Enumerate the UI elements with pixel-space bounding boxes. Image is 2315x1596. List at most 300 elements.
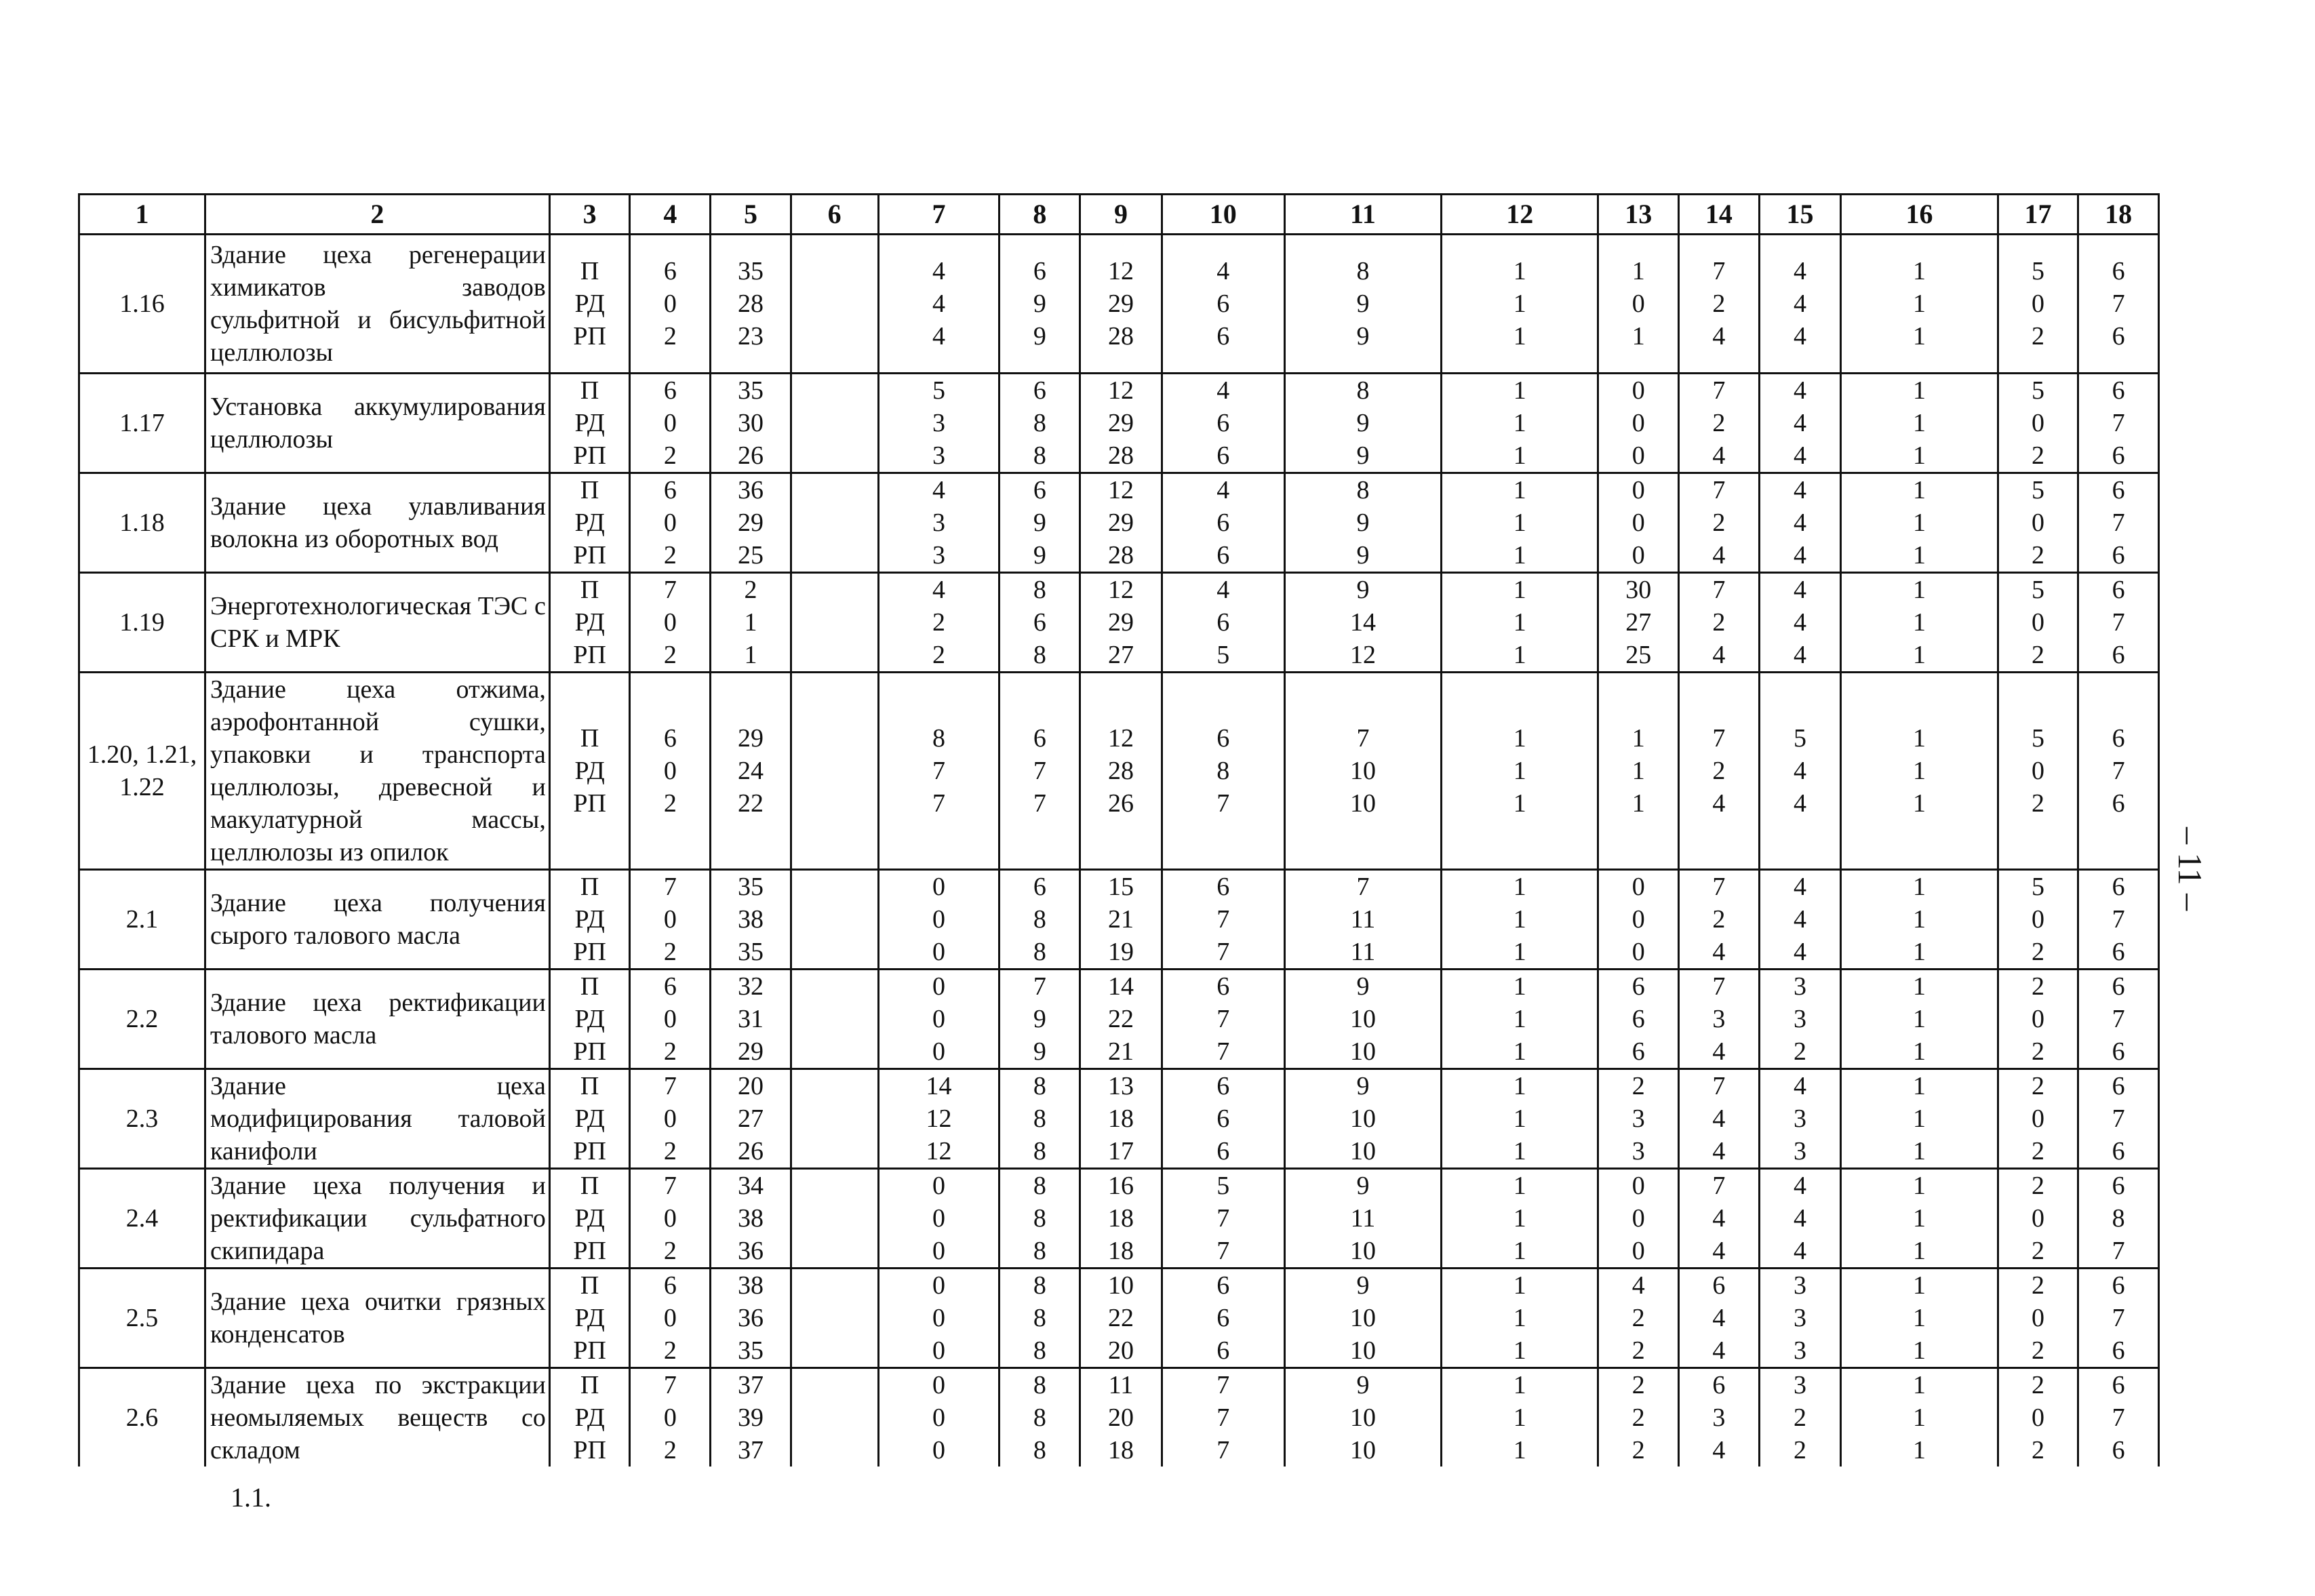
- value: 0: [663, 1005, 677, 1033]
- value: 38: [737, 905, 764, 934]
- value-cell-c5: [711, 374, 791, 473]
- value: 0: [663, 1104, 677, 1133]
- value: 4: [1794, 1072, 1806, 1100]
- row-code: 2.1: [79, 870, 205, 970]
- value: 1: [1513, 905, 1526, 934]
- row-name: Здание цеха регенерации химикатов заводов сульфитной и бисульфитной целлюлозы: [205, 235, 550, 374]
- value: [792, 787, 877, 820]
- value-cell-c4: [630, 673, 711, 870]
- value: 8: [1033, 905, 1046, 934]
- value: [792, 407, 877, 439]
- value: 6: [2112, 322, 2125, 351]
- value: 9: [1033, 322, 1046, 351]
- value: 0: [663, 409, 677, 437]
- value-cell-c18: [2078, 1069, 2159, 1169]
- value-cell-c14: [1679, 1368, 1760, 1467]
- row-code: 2.5: [79, 1269, 205, 1368]
- value-cell-c11: [1284, 374, 1441, 473]
- value: 9: [1356, 322, 1370, 351]
- value: 3: [1712, 1005, 1726, 1033]
- value-cell-c13: [1598, 870, 1679, 970]
- value: 18: [1107, 1237, 1134, 1265]
- value: 4: [1794, 290, 1806, 318]
- value: 4: [932, 290, 945, 318]
- value-cell-c13: [1598, 473, 1679, 573]
- value-cell-c15: [1759, 970, 1841, 1069]
- row-name: Здание цеха отжима, аэрофонтанной сушки, упаковки и транспорта целлюлозы, древесной и макулатурной массы, целлюлозы из опилок: [205, 673, 550, 870]
- value: 7: [2112, 905, 2125, 934]
- value-cell-c17: [1998, 1169, 2078, 1269]
- value: 6: [1216, 1304, 1230, 1332]
- row-type-stack: [549, 673, 630, 870]
- value: 9: [1033, 290, 1046, 318]
- value: 6: [2112, 476, 2125, 504]
- value-cell-c13: [1598, 673, 1679, 870]
- value: 29: [1107, 290, 1134, 318]
- value: 4: [1794, 508, 1806, 537]
- column-header: 5: [711, 195, 791, 235]
- row-name: Здание цеха по экстракции неомыляемых веществ со складом: [205, 1368, 550, 1467]
- value: 1: [1912, 441, 1926, 470]
- value-cell-c8: [1000, 573, 1080, 673]
- value: 11: [1108, 1371, 1134, 1399]
- value-cell-c11: [1284, 1169, 1441, 1269]
- value-cell-c8: [1000, 473, 1080, 573]
- value: 9: [1033, 508, 1046, 537]
- value: 6: [663, 257, 677, 285]
- value: 8: [1033, 1336, 1046, 1365]
- value-cell-c8: [1000, 235, 1080, 374]
- table-row: [79, 673, 2159, 870]
- value-cell-c13: [1598, 374, 1679, 473]
- value: 1: [1513, 789, 1526, 818]
- value: 12: [1107, 376, 1134, 405]
- value-cell-c17: [1998, 1269, 2078, 1368]
- value: 7: [2112, 290, 2125, 318]
- value: 0: [1631, 508, 1645, 537]
- value: 2: [744, 576, 757, 604]
- value-cell-c15: [1759, 473, 1841, 573]
- value-cell-c8: [1000, 870, 1080, 970]
- value: 0: [663, 608, 677, 637]
- stage-type: РД: [574, 757, 605, 785]
- value: 7: [1033, 972, 1046, 1001]
- value: 20: [737, 1072, 764, 1100]
- value-cell-c10: [1162, 473, 1284, 573]
- value: 0: [932, 1336, 945, 1365]
- value: 1: [1912, 757, 1926, 785]
- value: 6: [1033, 476, 1046, 504]
- value-cell-c12: [1442, 970, 1598, 1069]
- value: [792, 871, 877, 903]
- value: 9: [1356, 290, 1370, 318]
- value: [792, 1070, 877, 1102]
- value: 1: [1912, 724, 1926, 753]
- value: 3: [1794, 1271, 1806, 1300]
- value: 1: [1513, 938, 1526, 966]
- value-cell-c7: [878, 235, 1000, 374]
- value: 10: [1349, 1436, 1376, 1464]
- value: 5: [2031, 476, 2044, 504]
- value: 2: [1712, 290, 1726, 318]
- value-cell-c18: [2078, 1269, 2159, 1368]
- value: 29: [1107, 409, 1134, 437]
- value: 4: [1794, 873, 1806, 901]
- value-cell-c16: [1841, 1169, 1998, 1269]
- value: 4: [1712, 1237, 1726, 1265]
- value-cell-c14: [1679, 1069, 1760, 1169]
- value: 18: [1107, 1436, 1134, 1464]
- value-cell-c15: [1759, 1269, 1841, 1368]
- value: 20: [1107, 1336, 1134, 1365]
- page-number: – 11 –: [2171, 827, 2209, 911]
- value-cell-c4: [630, 1269, 711, 1368]
- value: 1: [1912, 608, 1926, 637]
- value: 6: [1216, 441, 1230, 470]
- value: 6: [1216, 1336, 1230, 1365]
- value: 26: [737, 441, 764, 470]
- stage-type: РД: [574, 1104, 605, 1133]
- value: 3: [932, 508, 945, 537]
- value: [792, 722, 877, 755]
- value: 6: [1033, 724, 1046, 753]
- stage-type: РД: [574, 409, 605, 437]
- row-type-stack: [549, 235, 630, 374]
- value-cell-c13: [1598, 1169, 1679, 1269]
- value-cell-c15: [1759, 374, 1841, 473]
- value: 2: [663, 789, 677, 818]
- value-cell-c10: [1162, 235, 1284, 374]
- value: 10: [1349, 1403, 1376, 1432]
- value: 4: [1794, 608, 1806, 637]
- value: 4: [932, 322, 945, 351]
- value: 1: [1513, 1436, 1526, 1464]
- row-name: Здание цеха ректификации талового масла: [205, 970, 550, 1069]
- table-row: [79, 970, 2159, 1069]
- value: 4: [1712, 1037, 1726, 1066]
- value: [792, 1135, 877, 1168]
- value-cell-c5: [711, 870, 791, 970]
- stage-type: П: [580, 972, 599, 1001]
- value-cell-c6: [791, 573, 878, 673]
- row-code: 2.3: [79, 1069, 205, 1169]
- value: 21: [1107, 905, 1134, 934]
- value-cell-c12: [1442, 1069, 1598, 1169]
- table-row: [79, 1169, 2159, 1269]
- value: 4: [1631, 1271, 1645, 1300]
- value: 0: [2031, 1204, 2044, 1233]
- value-cell-c16: [1841, 573, 1998, 673]
- value: 6: [2112, 541, 2125, 570]
- value-cell-c18: [2078, 870, 2159, 970]
- value: 12: [1107, 257, 1134, 285]
- value: 6: [1216, 1271, 1230, 1300]
- value: 1: [1513, 576, 1526, 604]
- value: 7: [1216, 1037, 1230, 1066]
- value-cell-c13: [1598, 1368, 1679, 1467]
- value: 0: [932, 1304, 945, 1332]
- value: 1: [1513, 1137, 1526, 1165]
- value: 7: [2112, 1104, 2125, 1133]
- value: 34: [737, 1172, 764, 1200]
- value: [792, 1102, 877, 1135]
- value: 2: [663, 938, 677, 966]
- value: [792, 1269, 877, 1302]
- column-header: 2: [205, 195, 550, 235]
- table-row: [79, 573, 2159, 673]
- stage-type: РП: [573, 789, 606, 818]
- value-cell-c8: [1000, 673, 1080, 870]
- value-cell-c17: [1998, 673, 2078, 870]
- value-cell-c7: [878, 1269, 1000, 1368]
- value: 6: [1216, 724, 1230, 753]
- value: 7: [1033, 789, 1046, 818]
- value: 0: [663, 1204, 677, 1233]
- value: 2: [2031, 441, 2044, 470]
- column-header: 12: [1442, 195, 1598, 235]
- value-cell-c4: [630, 1069, 711, 1169]
- value: 1: [1912, 1137, 1926, 1165]
- value: 7: [1216, 938, 1230, 966]
- value: 2: [1712, 409, 1726, 437]
- value: 3: [932, 541, 945, 570]
- value: 2: [2031, 972, 2044, 1001]
- value: 9: [1356, 541, 1370, 570]
- value-cell-c8: [1000, 374, 1080, 473]
- value: 1: [1912, 1403, 1926, 1432]
- value: 2: [2031, 1237, 2044, 1265]
- row-type-stack: [549, 1368, 630, 1467]
- value: 7: [1216, 1371, 1230, 1399]
- value-cell-c14: [1679, 1269, 1760, 1368]
- value: 1: [1912, 641, 1926, 669]
- value: 8: [1216, 757, 1230, 785]
- value: 1: [1912, 1104, 1926, 1133]
- value-cell-c4: [630, 374, 711, 473]
- value: 29: [1107, 508, 1134, 537]
- value: 2: [1794, 1436, 1806, 1464]
- value: 7: [1712, 1172, 1726, 1200]
- value: [792, 1170, 877, 1202]
- value: 8: [1033, 1104, 1046, 1133]
- value-cell-c4: [630, 970, 711, 1069]
- stage-type: РП: [573, 1436, 606, 1464]
- value: 0: [1631, 409, 1645, 437]
- value: 0: [663, 1403, 677, 1432]
- value: 1: [1513, 1304, 1526, 1332]
- column-header: 1: [79, 195, 205, 235]
- value: 4: [1794, 938, 1806, 966]
- value: 6: [1216, 508, 1230, 537]
- table-body: [79, 235, 2159, 1467]
- table-row: [79, 1368, 2159, 1467]
- value: 1: [1631, 322, 1645, 351]
- value: 7: [1216, 1403, 1230, 1432]
- value: 15: [1107, 873, 1134, 901]
- value: 1: [1513, 1104, 1526, 1133]
- value: 6: [1712, 1371, 1726, 1399]
- value: 12: [1107, 724, 1134, 753]
- value: 6: [1033, 257, 1046, 285]
- value: 4: [1794, 257, 1806, 285]
- value-cell-c12: [1442, 870, 1598, 970]
- stage-type: П: [580, 1072, 599, 1100]
- stage-type: РП: [573, 1237, 606, 1265]
- value: 1: [1513, 1271, 1526, 1300]
- value: 6: [1216, 409, 1230, 437]
- value: 4: [1794, 1204, 1806, 1233]
- value: 36: [737, 476, 764, 504]
- value-cell-c5: [711, 673, 791, 870]
- value: 6: [2112, 641, 2125, 669]
- value: 7: [2112, 608, 2125, 637]
- value-cell-c12: [1442, 573, 1598, 673]
- value: 0: [2031, 508, 2044, 537]
- value: [792, 374, 877, 407]
- value-cell-c6: [791, 235, 878, 374]
- value: 2: [2031, 1436, 2044, 1464]
- row-type-stack: [549, 870, 630, 970]
- stage-type: РП: [573, 1137, 606, 1165]
- value-cell-c9: [1080, 473, 1162, 573]
- value-cell-c6: [791, 473, 878, 573]
- value: 1: [1912, 1436, 1926, 1464]
- value: 0: [2031, 409, 2044, 437]
- value: 7: [1356, 873, 1370, 901]
- value: 4: [1794, 409, 1806, 437]
- value-cell-c12: [1442, 1169, 1598, 1269]
- stage-type: П: [580, 873, 599, 901]
- value: 6: [2112, 376, 2125, 405]
- value-cell-c7: [878, 374, 1000, 473]
- value-cell-c13: [1598, 1269, 1679, 1368]
- value: 3: [1631, 1104, 1645, 1133]
- value: 8: [1033, 1237, 1046, 1265]
- column-header: 17: [1998, 195, 2078, 235]
- row-name: Здание цеха улавливания волокна из оборотных вод: [205, 473, 550, 573]
- stage-type: РД: [574, 905, 605, 934]
- value-cell-c5: [711, 1169, 791, 1269]
- value: 2: [663, 1436, 677, 1464]
- value-cell-c16: [1841, 1368, 1998, 1467]
- value-cell-c8: [1000, 1269, 1080, 1368]
- value: 32: [737, 972, 764, 1001]
- value: 28: [1107, 441, 1134, 470]
- value: 3: [1794, 1304, 1806, 1332]
- value: 7: [932, 789, 945, 818]
- value-cell-c18: [2078, 1169, 2159, 1269]
- value: 1: [1912, 1336, 1926, 1365]
- value: 0: [2031, 757, 2044, 785]
- value: 8: [1356, 376, 1370, 405]
- value-cell-c5: [711, 573, 791, 673]
- value: 27: [737, 1104, 764, 1133]
- value: 6: [1216, 322, 1230, 351]
- column-header: 11: [1284, 195, 1441, 235]
- value: 14: [1349, 608, 1376, 637]
- value: 8: [1033, 1304, 1046, 1332]
- stage-type: РД: [574, 1304, 605, 1332]
- value-cell-c8: [1000, 1069, 1080, 1169]
- value: 9: [1033, 541, 1046, 570]
- value-cell-c16: [1841, 473, 1998, 573]
- value: 11: [1350, 905, 1376, 934]
- value: 1: [1513, 972, 1526, 1001]
- column-header: 14: [1679, 195, 1760, 235]
- row-type-stack: [549, 573, 630, 673]
- value-cell-c13: [1598, 970, 1679, 1069]
- value: 2: [2031, 1371, 2044, 1399]
- value-cell-c17: [1998, 1368, 2078, 1467]
- value-cell-c11: [1284, 870, 1441, 970]
- value: 4: [932, 476, 945, 504]
- value: 24: [737, 757, 764, 785]
- value: 7: [1712, 972, 1726, 1001]
- value: 6: [1631, 1005, 1645, 1033]
- value-cell-c16: [1841, 374, 1998, 473]
- value: 26: [737, 1137, 764, 1165]
- value: 6: [2112, 441, 2125, 470]
- value-cell-c14: [1679, 235, 1760, 374]
- value: 4: [1794, 322, 1806, 351]
- value: 6: [1631, 1037, 1645, 1066]
- value: 6: [2112, 1037, 2125, 1066]
- value: 3: [1712, 1403, 1726, 1432]
- value: 2: [2031, 1137, 2044, 1165]
- value-cell-c6: [791, 673, 878, 870]
- value: 7: [2112, 1304, 2125, 1332]
- norms-table-container: [78, 193, 2160, 1467]
- value: 23: [737, 322, 764, 351]
- stage-type: РД: [574, 1204, 605, 1233]
- value: 8: [1033, 1172, 1046, 1200]
- stage-type: РД: [574, 608, 605, 637]
- value: 0: [932, 972, 945, 1001]
- value-cell-c12: [1442, 1368, 1598, 1467]
- value: 8: [1356, 257, 1370, 285]
- row-type-stack: [549, 970, 630, 1069]
- value-cell-c7: [878, 673, 1000, 870]
- value: 2: [932, 608, 945, 637]
- value: 31: [737, 1005, 764, 1033]
- value-cell-c13: [1598, 1069, 1679, 1169]
- stage-type: РП: [573, 322, 606, 351]
- value: 7: [1712, 1072, 1726, 1100]
- value: 5: [2031, 576, 2044, 604]
- value: 7: [663, 1072, 677, 1100]
- value: 1: [1912, 1005, 1926, 1033]
- value: 8: [1033, 1403, 1046, 1432]
- stage-type: П: [580, 376, 599, 405]
- value: 0: [1631, 873, 1645, 901]
- value-cell-c9: [1080, 1269, 1162, 1368]
- stage-type: РП: [573, 1037, 606, 1066]
- value: 9: [1356, 441, 1370, 470]
- value: [792, 903, 877, 936]
- column-header: 9: [1080, 195, 1162, 235]
- value: 8: [1033, 576, 1046, 604]
- value-cell-c6: [791, 1269, 878, 1368]
- value: 7: [1712, 476, 1726, 504]
- value: 6: [1033, 873, 1046, 901]
- value: 4: [1216, 476, 1230, 504]
- value: 6: [2112, 789, 2125, 818]
- value: 38: [737, 1271, 764, 1300]
- value: 0: [2031, 1403, 2044, 1432]
- value-cell-c10: [1162, 970, 1284, 1069]
- value: 7: [1216, 1237, 1230, 1265]
- value: 7: [2112, 1005, 2125, 1033]
